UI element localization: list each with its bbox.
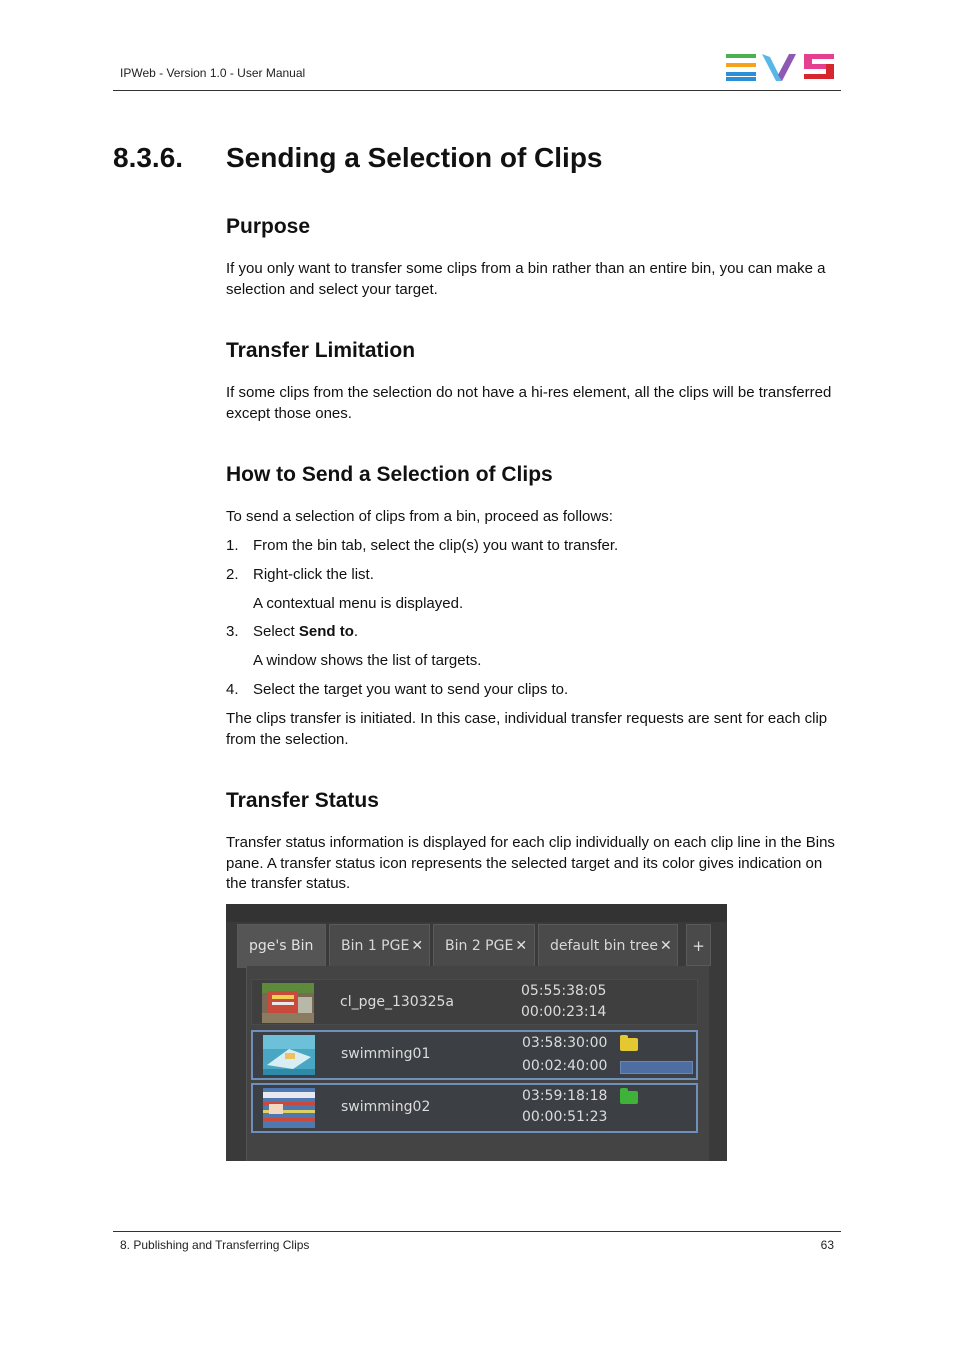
step-number: 1. (226, 537, 239, 554)
transfer-progress-bar (620, 1061, 693, 1074)
clip-thumbnail-icon (262, 983, 314, 1023)
tab-label: default bin tree (550, 938, 658, 954)
clip-row-selected[interactable] (251, 1030, 698, 1080)
step-result: A contextual menu is displayed. (253, 595, 464, 612)
howto-heading: How to Send a Selection of Clips (226, 463, 553, 486)
tab-bin-1-pge[interactable] (329, 924, 430, 966)
tab-bin-2-pge[interactable] (433, 924, 535, 966)
close-icon[interactable]: ✕ (411, 938, 424, 954)
add-tab-button[interactable]: + (686, 924, 711, 966)
purpose-heading: Purpose (226, 215, 311, 238)
footer-rule (113, 1231, 841, 1232)
footer-chapter: 8. Publishing and Transferring Clips (120, 1238, 310, 1252)
step-text: From the bin tab, select the clip(s) you want to transfer. (253, 537, 619, 554)
page-number: 63 (820, 1238, 834, 1252)
step-text: Right-click the list. (253, 566, 374, 583)
clip-name: cl_pge_130325a (340, 994, 454, 1010)
step-text (253, 623, 358, 640)
tab-label: Bin 2 PGE (445, 938, 514, 954)
howto-intro: To send a selection of clips from a bin, proceed as follows: (226, 508, 613, 525)
clip-duration: 00:00:51:23 (522, 1109, 608, 1125)
panel-top-strip (226, 904, 727, 922)
purpose-text: If you only want to transfer some clips from a bin rather than an entire bin, you can make a selection and select your target. (226, 260, 826, 298)
clip-row-selected[interactable] (251, 1083, 698, 1133)
section-number: 8.3.6. (113, 142, 184, 173)
limitation-heading: Transfer Limitation (226, 339, 416, 362)
step-prefix: Select (253, 623, 299, 640)
menu-command-send-to: Send to (298, 623, 354, 640)
step-number: 2. (226, 566, 239, 583)
limitation-text: If some clips from the selection do not have a hi-res element, all the clips will be transferred except those ones. (226, 384, 832, 422)
clip-duration: 00:00:23:14 (521, 1004, 607, 1020)
clip-thumbnail-icon (263, 1035, 315, 1075)
section-title: Sending a Selection of Clips (226, 142, 603, 173)
tab-default-bin-tree[interactable] (538, 924, 678, 966)
clip-thumbnail-icon (263, 1088, 315, 1128)
status-text: Transfer status information is displayed for each clip individually on each clip line in the Bins pane. A transfer status icon represents the selected target and its color gives indication on the transfer status. (226, 834, 835, 892)
close-icon[interactable]: ✕ (515, 938, 528, 954)
tab-label: pge's Bin (249, 938, 314, 954)
clip-timecode-in: 03:59:18:18 (522, 1088, 608, 1104)
clip-row[interactable] (251, 979, 698, 1025)
step-number: 3. (226, 623, 239, 640)
step-result: A window shows the list of targets. (253, 652, 482, 669)
running-header: IPWeb - Version 1.0 - User Manual (120, 66, 306, 80)
clip-name: swimming01 (341, 1046, 431, 1062)
step-suffix: . (353, 623, 359, 640)
clip-timecode-in: 05:55:38:05 (521, 983, 607, 999)
step-number: 4. (226, 681, 239, 698)
transfer-status-folder-icon (620, 1091, 638, 1104)
tab-label: Bin 1 PGE (341, 938, 410, 954)
tab-pges-bin[interactable] (237, 924, 326, 968)
clip-duration: 00:02:40:00 (522, 1058, 608, 1074)
status-heading: Transfer Status (226, 789, 379, 812)
bins-pane-screenshot (226, 904, 727, 1161)
clip-name: swimming02 (341, 1099, 431, 1115)
step-text: Select the target you want to send your clips to. (253, 681, 569, 698)
close-icon[interactable]: ✕ (659, 938, 672, 954)
howto-outro: The clips transfer is initiated. In this case, individual transfer requests are sent for each clip from the selection. (226, 710, 828, 748)
header-rule (113, 90, 841, 91)
clip-timecode-in: 03:58:30:00 (522, 1035, 608, 1051)
transfer-status-folder-icon (620, 1038, 638, 1051)
evs-logo-icon (726, 53, 836, 83)
